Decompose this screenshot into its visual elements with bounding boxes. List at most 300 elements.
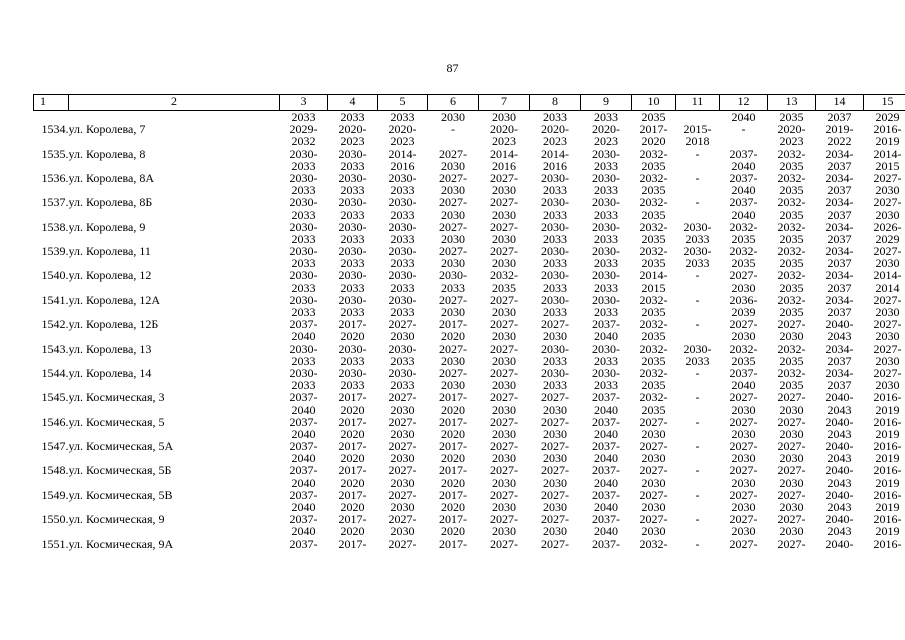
cell-line: 2030 <box>641 524 666 538</box>
cell-line: 2027- <box>490 293 518 307</box>
cell-line: 2030 <box>875 329 900 343</box>
cell-line: 2032- <box>777 269 806 283</box>
period-cell <box>581 489 632 513</box>
cell-line: 2032 <box>291 134 316 148</box>
cell-line: 2030 <box>492 378 516 392</box>
cell-line: 2014 <box>875 280 900 294</box>
row-address: ул. Королева, 9 <box>68 220 146 234</box>
period-cell <box>720 196 768 220</box>
cell-line: 2020- <box>338 123 367 137</box>
period-cell <box>720 513 768 537</box>
period-cell <box>479 464 530 488</box>
period-cell <box>378 489 428 513</box>
period-cell <box>378 367 428 391</box>
cell-line: 2019 <box>875 475 900 489</box>
cell-line: 2030 <box>779 500 804 514</box>
cell-line: 2033 <box>594 280 618 294</box>
cell-line: 2032- <box>777 147 806 161</box>
period-cell <box>378 245 428 269</box>
cell-line: 2027- <box>639 464 668 478</box>
cell-line: 2030- <box>338 269 367 283</box>
cell-line: 2018 <box>685 134 710 148</box>
period-cell <box>530 221 581 245</box>
period-cell <box>864 391 905 415</box>
period-cell <box>280 343 328 367</box>
period-cell <box>428 172 479 196</box>
cell-line: 2040 <box>291 451 316 465</box>
period-cell <box>632 391 676 415</box>
cell-line: 2033 <box>390 183 415 197</box>
cell-line: 2030 <box>492 524 516 538</box>
cell-line: 2019 <box>875 134 900 148</box>
cell-line: 2027- <box>639 513 668 527</box>
cell-line: 2027- <box>388 513 417 527</box>
period-cell <box>676 416 720 440</box>
period-cell <box>428 538 479 562</box>
cell-line <box>816 550 864 562</box>
period-cell <box>280 245 328 269</box>
period-cell <box>479 245 530 269</box>
cell-line: 2033 <box>291 305 316 319</box>
period-cell <box>676 440 720 464</box>
period-cell <box>768 367 816 391</box>
schedule-table <box>33 94 905 562</box>
cell-line: 2030- <box>338 293 367 307</box>
period-cell <box>676 148 720 172</box>
cell-line: 2037- <box>289 488 318 502</box>
period-cell <box>632 221 676 245</box>
period-cell <box>632 269 676 293</box>
column-header-12: 12 <box>720 95 768 111</box>
period-cell <box>581 440 632 464</box>
cell-line: 2030 <box>731 475 756 489</box>
cell-line: 2027- <box>490 415 518 429</box>
cell-line: 2033 <box>543 353 567 367</box>
cell-line: 2033 <box>594 256 618 270</box>
cell-line: 2027- <box>541 440 569 454</box>
cell-line: 2030 <box>441 158 465 172</box>
table-row <box>34 318 905 342</box>
cell-line: - <box>695 513 700 527</box>
cell-line: 2027- <box>439 342 467 356</box>
period-cell <box>816 123 864 147</box>
cell-line: 2030 <box>543 500 567 514</box>
cell-line: 2037- <box>592 415 620 429</box>
period-cell <box>378 538 428 562</box>
row-number: 1544. <box>41 366 69 380</box>
period-cell <box>720 123 768 147</box>
cell-line: 2016- <box>873 537 902 551</box>
cell-line: 2037- <box>592 318 620 332</box>
cell-line: 2030- <box>289 196 318 210</box>
cell-line: - <box>695 196 700 210</box>
cell-line: 2030- <box>289 171 318 185</box>
period-cell <box>676 294 720 318</box>
row-number: 1536. <box>41 171 69 185</box>
period-cell <box>768 343 816 367</box>
period-cell <box>328 416 378 440</box>
column-header-14: 14 <box>816 95 864 111</box>
cell-line: 2015 <box>641 280 666 294</box>
cell-line: 2030 <box>731 451 756 465</box>
cell-line: 2034- <box>825 220 854 234</box>
row-address: ул. Космическая, 5Б <box>68 464 172 478</box>
cell-line: 2030 <box>641 500 666 514</box>
cell-line: 2037- <box>592 488 620 502</box>
period-cell <box>280 294 328 318</box>
cell-line: 2027- <box>729 318 758 332</box>
period-cell <box>530 513 581 537</box>
period-cell <box>720 464 768 488</box>
cell-line: 2030 <box>779 524 804 538</box>
cell-line: 2030 <box>543 524 567 538</box>
cell-line: 2032- <box>777 220 806 234</box>
cell-line: 2033 <box>340 256 365 270</box>
cell-line: 2033 <box>594 158 618 172</box>
cell-line <box>676 525 720 537</box>
cell-line: 2027- <box>490 171 518 185</box>
cell-line: 2033 <box>441 280 465 294</box>
cell-line: 2027- <box>873 171 902 185</box>
cell-line: 2014- <box>490 147 518 161</box>
period-cell <box>816 440 864 464</box>
cell-line: 2030 <box>875 353 900 367</box>
period-cell <box>530 416 581 440</box>
period-cell <box>720 148 768 172</box>
cell-line: 2030- <box>289 147 318 161</box>
cell-line: 2030- <box>439 269 467 283</box>
continuation-cell <box>581 111 632 124</box>
period-cell <box>328 148 378 172</box>
period-cell <box>768 123 816 147</box>
cell-line: 2035 <box>641 110 666 124</box>
period-cell <box>816 245 864 269</box>
period-cell <box>816 416 864 440</box>
cell-line: 2016- <box>873 440 902 454</box>
cell-line: 2040 <box>291 402 316 416</box>
column-header-2: 2 <box>69 95 280 111</box>
period-cell <box>632 538 676 562</box>
cell-line: 2030 <box>492 475 516 489</box>
row-number: 1545. <box>41 391 69 405</box>
row-number: 1543. <box>41 342 69 356</box>
cell-line: 2030- <box>592 269 620 283</box>
cell-line: 2027- <box>490 196 518 210</box>
cell-line: 2030 <box>731 426 756 441</box>
cell-line <box>676 477 720 489</box>
cell-line: 2033 <box>340 207 365 221</box>
cell-line: 2023 <box>543 134 567 148</box>
cell-line: 2027- <box>777 391 806 405</box>
cell-line: 2040 <box>594 426 618 441</box>
cell-line: 2033 <box>390 378 415 392</box>
cell-line: 2027- <box>873 342 902 356</box>
cell-line: 2037- <box>729 171 758 185</box>
cell-line: 2027- <box>388 391 417 405</box>
cell-line: 2017- <box>338 537 367 551</box>
cell-line <box>428 135 479 147</box>
period-cell <box>720 318 768 342</box>
cell-line: 2027- <box>777 488 806 502</box>
period-cell <box>328 221 378 245</box>
cell-line: 2030 <box>875 256 900 270</box>
period-cell <box>479 367 530 391</box>
cell-line: 2027- <box>388 464 417 478</box>
period-cell <box>328 172 378 196</box>
cell-line: 2030- <box>592 366 620 380</box>
cell-line: 2027- <box>729 513 758 527</box>
period-cell <box>530 269 581 293</box>
cell-line: 2030- <box>338 342 367 356</box>
period-cell <box>280 318 328 342</box>
cell-line: 2020 <box>340 475 365 489</box>
period-cell <box>720 172 768 196</box>
cell-line: 2030 <box>875 207 900 221</box>
cell-line: 2027- <box>777 537 806 551</box>
cell-line <box>720 135 768 147</box>
period-cell <box>768 538 816 562</box>
cell-line: - <box>695 293 700 307</box>
cell-line: 2015 <box>875 158 900 172</box>
cell-line: 2037 <box>827 207 852 221</box>
period-cell <box>328 294 378 318</box>
cell-line: 2033 <box>594 305 618 319</box>
cell-line: 2019 <box>875 426 900 441</box>
cell-line: 2034- <box>825 171 854 185</box>
cell-line: 2033 <box>543 231 567 246</box>
cell-line: 2027- <box>729 415 758 429</box>
period-cell <box>378 513 428 537</box>
cell-line <box>378 550 428 562</box>
cell-line: 2030- <box>683 220 712 234</box>
period-cell <box>768 513 816 537</box>
cell-line: 2017- <box>439 415 467 429</box>
period-cell <box>864 513 905 537</box>
period-cell <box>479 513 530 537</box>
cell-line: 2043 <box>827 402 852 416</box>
column-header-3: 3 <box>280 95 328 111</box>
cell-line: 2019 <box>875 451 900 465</box>
cell-line <box>768 550 816 562</box>
period-cell <box>479 294 530 318</box>
cell-line: 2030 <box>492 500 516 514</box>
period-cell <box>720 416 768 440</box>
cell-line: 2030 <box>492 231 516 246</box>
table-row <box>34 269 905 293</box>
period-cell <box>428 367 479 391</box>
column-header-7: 7 <box>479 95 530 111</box>
period-cell <box>720 221 768 245</box>
cell-line: 2037- <box>729 366 758 380</box>
cell-line: 2027- <box>490 488 518 502</box>
period-cell <box>816 221 864 245</box>
period-cell <box>816 318 864 342</box>
cell-line: 2037 <box>827 305 852 319</box>
cell-line: 2030- <box>289 366 318 380</box>
cell-line: 2040 <box>291 329 316 343</box>
period-cell <box>581 294 632 318</box>
column-header-1: 1 <box>34 95 69 111</box>
period-cell <box>768 464 816 488</box>
cell-line: 2033 <box>594 231 618 246</box>
cell-line: 2030- <box>338 220 367 234</box>
cell-line: 2036- <box>729 293 758 307</box>
cell-line: 2035 <box>731 353 756 367</box>
cell-line: 2030 <box>731 402 756 416</box>
cell-line: 2032- <box>639 196 668 210</box>
cell-line: 2022 <box>827 134 852 148</box>
table-row <box>34 367 905 391</box>
period-cell <box>280 489 328 513</box>
cell-line: 2040- <box>825 318 854 332</box>
cell-line: 2030- <box>388 245 417 259</box>
period-cell <box>479 343 530 367</box>
period-cell <box>530 294 581 318</box>
period-cell <box>632 343 676 367</box>
cell-line: 2030- <box>388 196 417 210</box>
period-cell <box>479 148 530 172</box>
period-cell <box>864 148 905 172</box>
cell-line: 2030- <box>541 269 569 283</box>
cell-line: 2037- <box>289 415 318 429</box>
cell-line: 2043 <box>827 451 852 465</box>
cell-line: 2027- <box>541 415 569 429</box>
period-cell <box>864 294 905 318</box>
cell-line: 2032- <box>777 171 806 185</box>
cell-line: 2020 <box>340 402 365 416</box>
cell-line: 2030- <box>289 293 318 307</box>
cell-line: 2016- <box>873 391 902 405</box>
cell-line: 2030 <box>390 475 415 489</box>
cell-line: 2030 <box>441 353 465 367</box>
cell-line: 2030- <box>541 245 569 259</box>
period-cell <box>378 294 428 318</box>
cell-line: 2037- <box>289 464 318 478</box>
cell-line: 2030 <box>441 231 465 246</box>
cell-line: 2017- <box>338 488 367 502</box>
cell-line: 2030- <box>592 147 620 161</box>
cell-line <box>280 550 328 562</box>
cell-line: 2035 <box>779 256 804 270</box>
row-number: 1540. <box>41 269 69 283</box>
cell-line: 2016- <box>873 123 902 137</box>
cell-line: 2030 <box>492 207 516 221</box>
cell-line: 2033 <box>594 183 618 197</box>
cell-line: 2033 <box>390 305 415 319</box>
cell-line: 2023 <box>492 134 516 148</box>
cell-line: 2040- <box>825 488 854 502</box>
cell-line: 2032- <box>777 293 806 307</box>
period-cell <box>632 416 676 440</box>
cell-line: 2030 <box>492 451 516 465</box>
row-address: ул. Королева, 7 <box>68 123 146 137</box>
cell-line: 2015- <box>683 123 712 137</box>
cell-line: 2034- <box>825 342 854 356</box>
cell-line <box>676 452 720 464</box>
cell-line: 2032- <box>639 391 668 405</box>
cell-line: 2017- <box>639 123 668 137</box>
cell-line <box>676 111 720 123</box>
period-cell <box>428 440 479 464</box>
period-cell <box>530 489 581 513</box>
period-cell <box>328 440 378 464</box>
period-cell <box>378 416 428 440</box>
cell-line: - <box>695 537 700 551</box>
period-cell <box>581 538 632 562</box>
cell-line: 2030 <box>543 329 567 343</box>
cell-line: 2027- <box>541 537 569 551</box>
period-cell <box>428 416 479 440</box>
period-cell <box>378 391 428 415</box>
cell-line: 2017- <box>338 440 367 454</box>
row-address: ул. Космическая, 5 <box>68 415 165 429</box>
cell-line: 2030- <box>592 293 620 307</box>
period-cell <box>428 464 479 488</box>
period-cell <box>581 148 632 172</box>
cell-line: 2030 <box>441 207 465 221</box>
cell-line: 2033 <box>390 207 415 221</box>
period-cell <box>816 538 864 562</box>
cell-line: - <box>695 415 700 429</box>
period-cell <box>280 367 328 391</box>
cell-line: 2030 <box>441 378 465 392</box>
row-address: ул. Космическая, 9 <box>68 513 165 527</box>
table-row <box>34 221 905 245</box>
cell-line: 2035 <box>779 110 804 124</box>
table-row <box>34 464 905 488</box>
period-cell <box>280 440 328 464</box>
cell-line: 2014- <box>873 269 902 283</box>
cell-line: 2040 <box>291 524 316 538</box>
cell-line: 2037- <box>729 147 758 161</box>
row-number: 1541. <box>41 293 69 307</box>
row-number: 1542. <box>41 318 69 332</box>
cell-line: 2027- <box>490 513 518 527</box>
cell-line: 2037 <box>827 183 852 197</box>
cell-line: 2017- <box>338 318 367 332</box>
period-cell <box>328 464 378 488</box>
period-cell <box>864 269 905 293</box>
period-cell <box>816 464 864 488</box>
cell-line: 2030- <box>592 196 620 210</box>
period-cell <box>328 196 378 220</box>
period-cell <box>768 196 816 220</box>
cell-line: 2027- <box>490 440 518 454</box>
cell-line: 2017- <box>439 513 467 527</box>
period-cell <box>676 489 720 513</box>
cell-line: 2035 <box>731 256 756 270</box>
row-number: 1534. <box>41 123 69 137</box>
cell-line: 2030- <box>683 245 712 259</box>
continuation-cell <box>676 111 720 124</box>
period-cell <box>479 440 530 464</box>
cell-line <box>676 501 720 513</box>
period-cell <box>720 269 768 293</box>
cell-line: 2020 <box>441 329 465 343</box>
period-cell <box>864 221 905 245</box>
cell-line: 2017- <box>439 488 467 502</box>
cell-line: 2034- <box>825 196 854 210</box>
period-cell <box>530 464 581 488</box>
period-cell <box>479 196 530 220</box>
period-cell <box>428 245 479 269</box>
cell-line: 2040 <box>594 500 618 514</box>
period-cell <box>632 172 676 196</box>
period-cell <box>530 318 581 342</box>
cell-line: 2027- <box>490 342 518 356</box>
period-cell <box>428 294 479 318</box>
row-address: ул. Королева, 12А <box>68 293 161 307</box>
